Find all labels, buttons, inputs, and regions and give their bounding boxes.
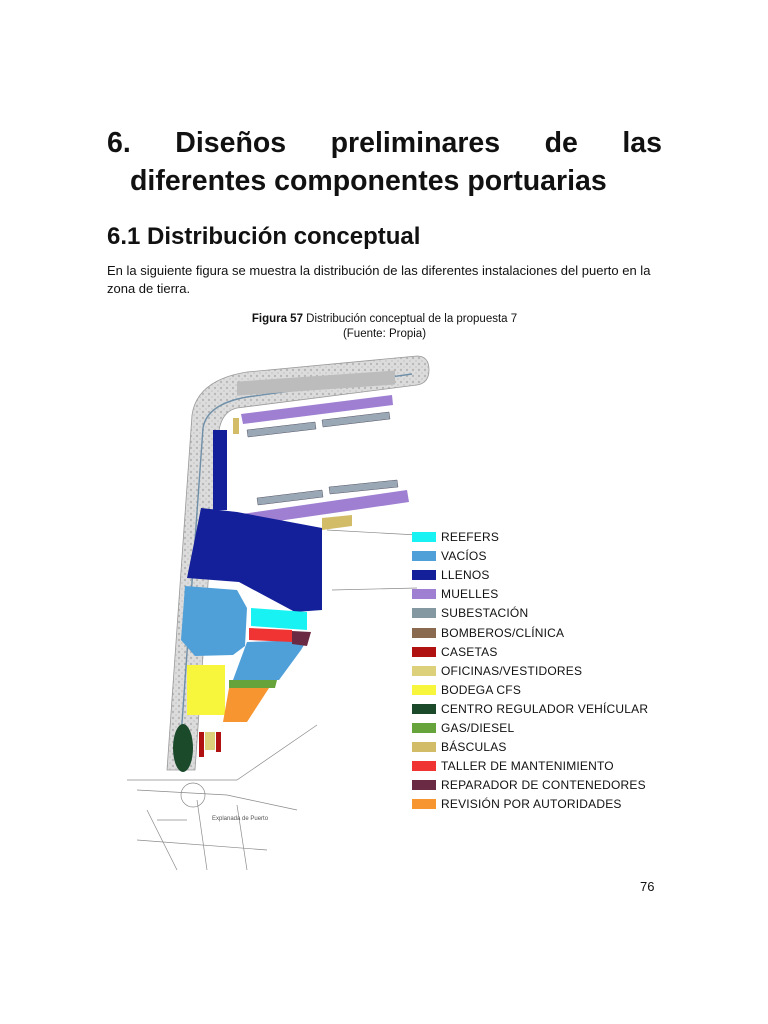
legend-label: BODEGA CFS	[441, 682, 522, 697]
heading-word: de	[544, 127, 578, 159]
legend-item	[412, 548, 487, 564]
legend-label: TALLER DE MANTENIMIENTO	[441, 759, 614, 774]
legend-swatch	[412, 666, 436, 676]
caption-text: Distribución conceptual de la propuesta 7	[302, 313, 518, 325]
legend-swatch	[412, 723, 436, 733]
ship-3	[257, 490, 323, 505]
empty-containers-area-1	[181, 586, 247, 656]
legend-item	[412, 625, 564, 641]
legend-swatch	[412, 799, 436, 809]
cfs-warehouse	[187, 665, 225, 715]
access-corridor	[213, 430, 227, 510]
map-label: Explanada de Puerto	[212, 816, 269, 822]
heading-number: 6.	[107, 127, 131, 159]
legend-item	[412, 701, 648, 717]
legend-swatch	[412, 532, 436, 542]
maintenance-workshop	[249, 628, 292, 642]
legend-swatch	[412, 780, 436, 790]
ship-4	[329, 480, 398, 494]
legend-swatch	[412, 742, 436, 752]
legend-item	[412, 605, 528, 621]
legend-label: CENTRO REGULADOR VEHÍCULAR	[441, 701, 649, 716]
heading-word: las	[622, 127, 662, 159]
section-heading	[107, 124, 662, 200]
authority-inspection-area	[223, 688, 269, 722]
legend-item	[412, 644, 498, 660]
caption-label: Figura 57	[251, 313, 303, 325]
legend-swatch	[412, 589, 436, 599]
subsection-heading: 6.1 Distribución conceptual	[107, 223, 421, 250]
substation-block	[233, 418, 239, 434]
page-number: 76	[640, 879, 655, 894]
legend-item	[412, 663, 582, 679]
legend-label: LLENOS	[441, 568, 490, 583]
legend-item	[412, 777, 646, 793]
heading-line-2: diferentes componentes portuarias	[130, 165, 607, 197]
legend-swatch	[412, 647, 436, 657]
legend-label: VACÍOS	[441, 549, 487, 564]
legend-swatch	[412, 685, 436, 695]
legend-label: BÁSCULAS	[441, 740, 507, 755]
legend-item	[412, 796, 622, 812]
legend-label: BOMBEROS/CLÍNICA	[441, 625, 565, 640]
legend-item	[412, 758, 614, 774]
legend-label: GAS/DIESEL	[441, 721, 515, 735]
legend-label: CASETAS	[441, 644, 498, 659]
legend-label: REPARADOR DE CONTENEDORES	[441, 778, 646, 793]
legend-swatch	[412, 570, 436, 580]
legend-item	[412, 586, 498, 602]
legend-label: MUELLES	[441, 587, 499, 602]
legend-item	[412, 682, 521, 698]
gate-booth	[199, 732, 204, 757]
legend-label: SUBESTACIÓN	[441, 606, 529, 621]
gate-booth	[216, 732, 221, 752]
legend-item	[412, 739, 507, 755]
legend-swatch	[412, 628, 436, 638]
legend-swatch	[412, 551, 436, 561]
legend-swatch	[412, 761, 436, 771]
legend-label: REVISIÓN POR AUTORIDADES	[441, 797, 622, 812]
caption-source: (Fuente: Propia)	[342, 328, 427, 340]
legend-swatch	[412, 704, 436, 714]
legend-swatch	[412, 608, 436, 618]
vehicle-regulator	[173, 724, 193, 772]
ship-1	[247, 422, 316, 437]
heading-word: Diseños	[175, 127, 287, 159]
middle-quay-edge	[322, 515, 352, 530]
legend-label: REEFERS	[441, 530, 500, 544]
gate-office	[205, 732, 215, 750]
intro-paragraph: En la siguiente figura se muestra la distribución de las diferentes instalaciones del puerto en la zona de tierra.	[107, 263, 651, 296]
legend-label: OFICINAS/VESTIDORES	[441, 663, 583, 678]
legend-item	[412, 567, 490, 583]
gas-diesel-area	[229, 680, 277, 688]
heading-word: preliminares	[330, 127, 501, 159]
container-repair	[292, 631, 311, 646]
ship-2	[322, 412, 390, 427]
legend-item	[412, 529, 499, 545]
figure-caption	[107, 312, 662, 342]
legend-item	[412, 720, 514, 736]
